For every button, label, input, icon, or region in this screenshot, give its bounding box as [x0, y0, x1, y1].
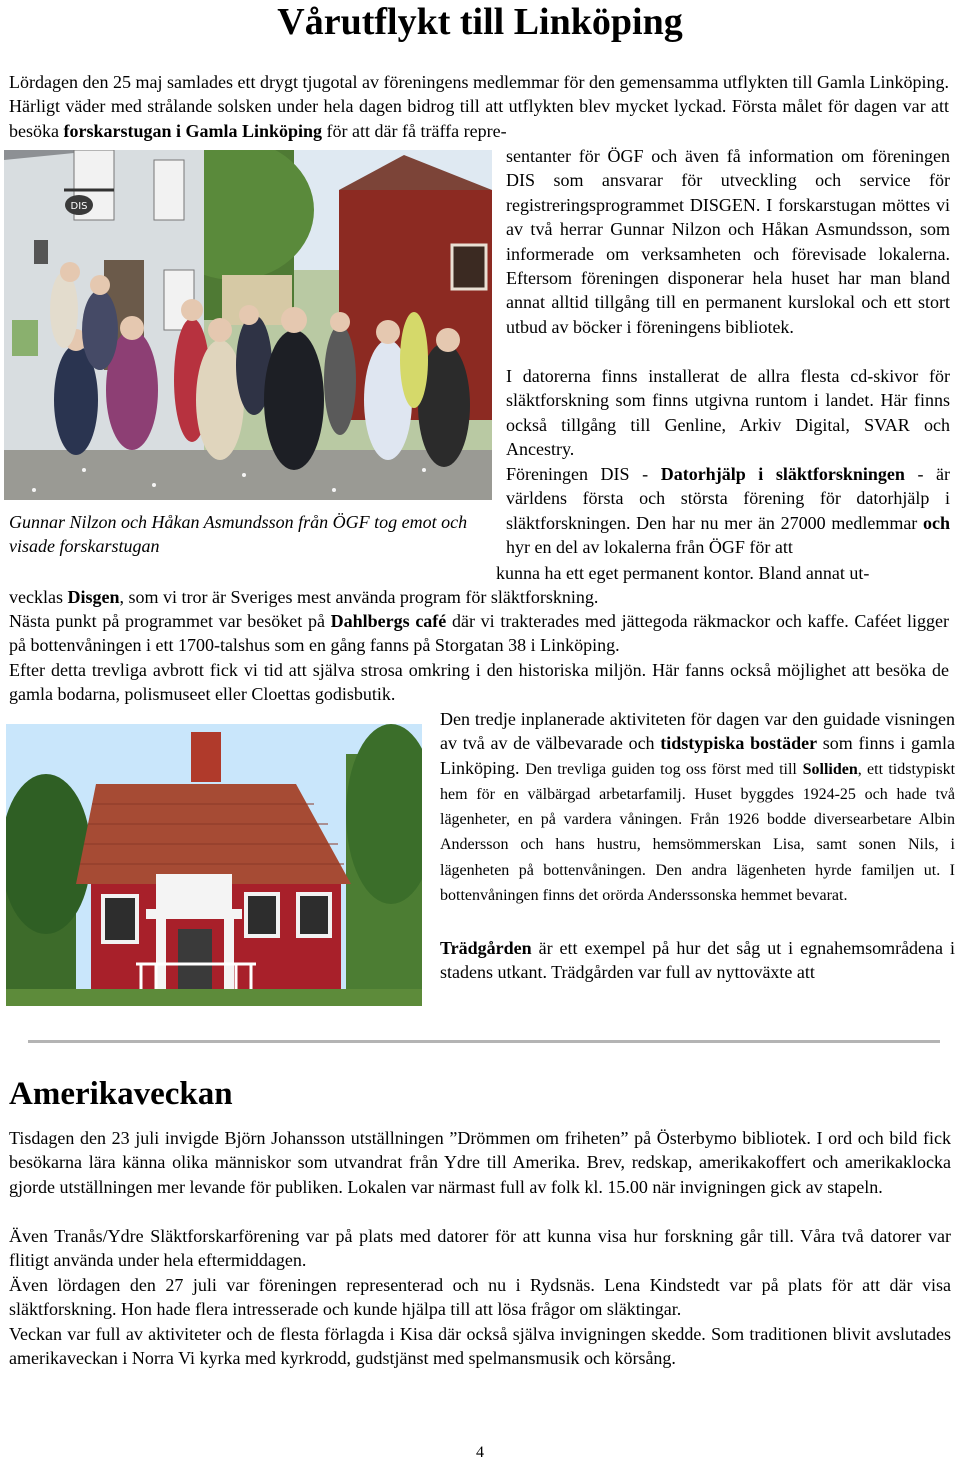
col-c-text-c: hyr en del av lokalerna från ÖGF för att	[506, 537, 793, 558]
tour-small-bold: Solliden	[802, 760, 858, 778]
section-heading: Amerikaveckan	[9, 1076, 233, 1112]
column-text-c	[506, 462, 950, 560]
p1-bold: forskarstugan i Gamla Linköping	[63, 120, 323, 141]
disgen-text-a: vecklas	[9, 587, 63, 607]
garden-bold: Trädgården	[440, 938, 532, 958]
photo-red-house	[6, 724, 422, 1006]
cafe-text-b: där vi trakterades med jättegoda räkmackor och kaffe. Caféet ligger på bottenvåningen i ett 1700-talshus som en gång fanns på Storgatan 38 i Linköping.	[9, 611, 950, 656]
tour-small-text-a: Den trevliga guiden tog oss först med till	[525, 760, 797, 778]
article-title: Vårutflykt till Linköping	[277, 1, 683, 43]
paragraph-stroll: Efter detta trevliga avbrott fick vi tid att själva strosa omkring i den historiska miljön. Här fanns också möjlighet att besöka de gamla bodarna, polismuseet eller Cloettas godisbutik.	[9, 660, 949, 705]
paragraph-cafe	[9, 609, 949, 658]
disgen-bold: Disgen	[67, 587, 120, 607]
paragraph-disgen	[9, 585, 949, 609]
column-text-b: I datorerna finns installerat de allra flesta cd-skivor för släktforskning som finns utgivna runtom i landet. Här finns också tillgång till Genline, Arkiv Digital, SVAR och Ancestry.	[506, 366, 950, 460]
photo-caption: Gunnar Nilzon och Håkan Asmundsson från ÖGF tog emot och visade forskarstugan	[9, 512, 468, 557]
continuation-line: kunna ha ett eget permanent kontor. Bland annat ut-	[496, 563, 870, 583]
cafe-text-a: Nästa punkt på programmet var besöket på	[9, 611, 325, 631]
cafe-bold: Dahlbergs café	[330, 611, 447, 631]
p1-text-b: för att där få träffa repre-	[326, 120, 507, 141]
photo-forskarstugan	[4, 150, 492, 500]
amerika-paragraph-4: Veckan var full av aktiviteter och de flesta förlagda i Kisa där också själva invigningen skedde. Som traditionen blivit avslutades amerikaveckan i Norra Vi kyrka med kyrkrodd, gudstjänst med spelmansmusik och körsång.	[9, 1324, 951, 1369]
amerika-paragraph-3: Även lördagen den 27 juli var föreningen representerad och nu i Rydsnäs. Lena Kindstedt var på plats för att där visa släktforskning. Hon hade flera intresserade och kunde hjälpa till att lösa frågor om släktingar.	[9, 1275, 951, 1320]
paragraph-garden	[440, 936, 955, 985]
intro-text: Lördagen den 25 maj samlades ett drygt tjugotal av föreningens medlemmar för den gemensamma utflykten till Gamla Linköping. Härligt väder med strålande solsken under hela dagen bidrog till att utflykten blev mycket lyckad.	[9, 72, 949, 117]
intro-paragraph	[9, 70, 949, 143]
tour-text-a: Den tredje inplanerade aktiviteten för dagen var den guidade visningen av två av de välbevarade och	[440, 709, 955, 754]
tour-text-b: som finns i gamla Linköping.	[440, 733, 955, 778]
col-c-text-b: - är världens första och största förening för datorhjälp i släktforskningen. Den har nu mer än 27000 medlemmar	[506, 464, 950, 533]
dis-sign-text: DIS	[70, 201, 88, 212]
col-c-text-a: Föreningen DIS -	[506, 464, 649, 484]
column-text-a: sentanter för ÖGF och även få information om föreningen DIS som ansvarar för utveckling och service för registreringsprogrammet DISGEN. I forskarstugan möttes vi av två herrar Gunnar Nilzon och Håkan Asmundsson, som informerade om verksamheten och förevisade lokalerna. Eftersom föreningen disponerar hela huset har man bland annat alltid tillgång till en permanent kurslokal och ett stort utbud av böcker i föreningens bibliotek.	[506, 146, 950, 337]
col-c-bold: Datorhjälp i släktforskningen	[660, 464, 905, 484]
garden-text: är ett exempel på hur det såg ut i egnahemsområdena i stadens utkant. Trädgården var full av nyttoväxte att	[440, 938, 955, 983]
page-number: 4	[476, 1444, 484, 1461]
tour-bold: tidstypiska bostäder	[660, 733, 818, 754]
col-c-bold-2: och	[923, 512, 951, 533]
p1-text-a: Första målet för dagen var att besöka	[9, 96, 949, 141]
tour-small-text-b: , ett tidstypiskt hem för en välbärgad arbetarfamilj. Huset byggdes 1924-25 och hade två lägenheter, en på vardera våningen. Från 1926 bodde diversearbetare Albin Andersson och hans hustru, hemsömmerskan Lisa, samt sonen Nils, i lägenheten på bottenvåningen. Den andra lägenheten hyrde familjen ut. I bottenvåningen finns det orörda Anderssonska hemmet bevarat.	[440, 760, 956, 904]
paragraph-guided-tour	[440, 707, 955, 907]
amerika-paragraph-1: Tisdagen den 23 juli invigde Björn Johansson utställningen ”Drömmen om friheten” på Österbymo bibliotek. I ord och bild fick besökarna lära känna olika människor som utvandrat från Ydre till Amerika. Brev, redskap, amerikakoffert och amerikaklocka gjorde utställningen mer levande för publiken. Lokalen var närmast full av folk kl. 15.00 när invigningen gick av stapeln.	[9, 1128, 951, 1197]
amerika-paragraph-2: Även Tranås/Ydre Släktforskarförening var på plats med datorer för att kunna visa hur forskning går till. Våra två datorer var flitigt använda under hela eftermiddagen.	[9, 1226, 951, 1271]
section-divider	[28, 1040, 940, 1043]
disgen-text-b: , som vi tror är Sveriges mest använda program för släktforskning.	[119, 587, 599, 607]
